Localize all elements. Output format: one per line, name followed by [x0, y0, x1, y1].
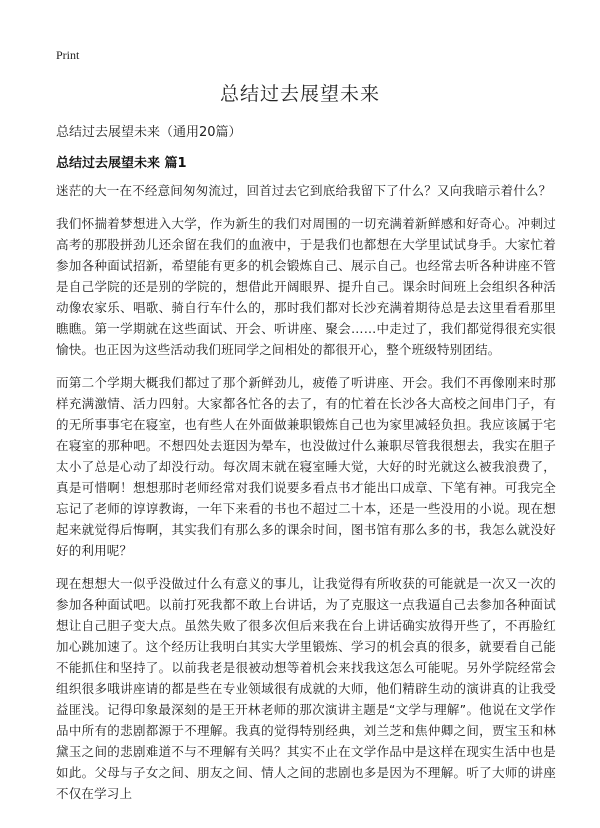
page-title: 总结过去展望未来 — [219, 83, 380, 105]
paragraph: 现在想想大一似乎没做过什么有意义的事儿，让我觉得有所收获的可能就是一次又一次的参加各种面试吧。以前打死我都不敢上台讲话，为了克服这一点我逼自己去参加各种面试想让自己胆子变大点。虽然失败了很多次但后来我在台上讲话确实放得开些了，不再脸红加心跳加速了。这个经历让我明白其实大学里锻炼、学习的机会真的很多，就要看自己能不能抓住和坚持了。以前我老是很被动想等着机会来找我这怎么可能呢。另外学院经常会组织很多哦讲座请的都是些在专业领域很有成就的大师，他们精辟生动的演讲真的让我受益匪浅。记得印象最深刻的是王开林老师的那次演讲主题是“文学与理解”。他说在文学作品中所有的悲剧都源于不理解。我真的觉得特别经典，刘兰芝和焦仲卿之间，贾宝玉和林黛玉之间的悲剧难道不与不理解有关吗？其实不止在文学作品中是这样在现实生活中也是如此。父母与子女之间、朋友之间、情人之间的悲剧也多是因为不理解。听了大师的讲座不仅在学习上 — [56, 576, 556, 801]
paragraph: 而第二个学期大概我们都过了那个新鲜劲儿，疲倦了听讲座、开会。我们不再像刚来时那样充满激情、活力四射。大家都各忙各的去了，有的忙着在长沙各大高校之间串门子，有的无所事事宅在寝室，也有些人在外面做兼职锻炼自己也为家里减轻负担。我应该属于宅在寝室的那种吧。不想四处去逛因为晕车，也没做过什么兼职尽管我很想去，我实在胆子太小了总是心动了却没行动。每次周末就在寝室睡大觉，大好的时光就这么被我浪费了，真是可惜啊！想想那时老师经常对我们说要多看点书才能出口成章、下笔有神。可我完全忘记了老师的谆谆教诲，一年下来看的书也不超过二十本，还是一些没用的小说。现在想起来就觉得后悔啊，其实我们有那么多的课余时间，图书馆有那么多的书，我怎么就没好好的利用呢？ — [56, 375, 556, 558]
document-subtitle: 总结过去展望未来（通用20篇） — [56, 125, 242, 140]
print-link[interactable]: Print — [56, 48, 80, 62]
article-body — [56, 180, 556, 816]
paragraph: 我们怀揣着梦想进入大学，作为新生的我们对周围的一切充满着新鲜感和好奇心。冲刺过高考的那股拼劲儿还余留在我们的血液中，于是我们也都想在大学里试试身手。大家忙着参加各种面试招新，希望能有更多的机会锻炼自己、展示自己。也经常去听各种讲座不管是自己学院的还是别的学院的，想借此开阔眼界、提升自己。课余时间班上会组织各种活动像农家乐、唱歌、骑自行车什么的，那时我们都对长沙充满着期待总是去这里看看那里瞧瞧。第一学期就在这些面试、开会、听讲座、聚会……中走过了，我们都觉得很充实很愉快。也正因为这些活动我们班同学之间相处的都很开心，整个班级特别团结。 — [56, 216, 556, 357]
section-heading: 总结过去展望未来 篇1 — [56, 156, 187, 171]
paragraph: 迷茫的大一在不经意间匆匆流过，回首过去它到底给我留下了什么？又向我暗示着什么？ — [56, 183, 552, 198]
